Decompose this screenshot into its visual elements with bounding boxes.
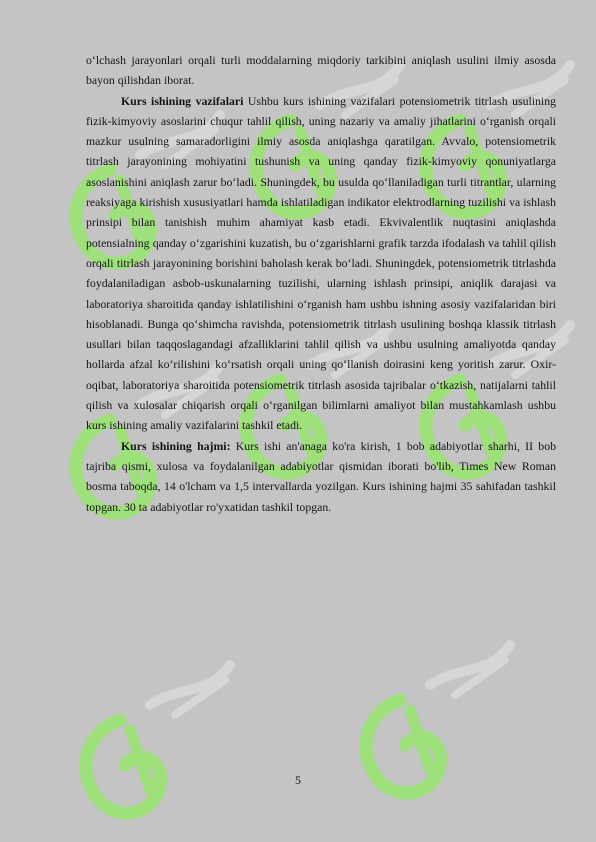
body-text bbox=[86, 50, 556, 517]
paragraph-objectives bbox=[86, 91, 556, 436]
page-number: 5 bbox=[295, 773, 301, 787]
paragraph-intro-continuation bbox=[86, 50, 556, 91]
paragraph-heading: Kurs ishining hajmi: bbox=[121, 438, 231, 453]
paragraph-text: o‘lchash jarayonlari orqali turli moddalarning miqdoriy tarkibini aniqlash usulini ilmiy asosda bayon qilishdan iborat. bbox=[86, 53, 556, 88]
watermark-logo-icon bbox=[86, 665, 230, 813]
paragraph-heading: Kurs ishining vazifalari bbox=[121, 93, 244, 108]
paragraph-text: Ushbu kurs ishining vazifalari potensiometrik titrlash usulining fizik-kimyoviy asoslarini chuqur tahlil qilish, uning nazariy va amaliy jihatlarini o‘rganish orqali mazkur usulning samaradorligini ilmiy asosda aniqlashga qaratilgan. Avvalo, potensiometrik titrlash jarayonining mohiyatini tushunish va uning qanday fizik-kimyoviy qonuniyatlarga asoslanishini aniqlash zarur bo‘ladi. Shuningdek, bu usulda qo‘llaniladigan turli titrantlar, ularning reaksiyaga kirishish xususiyatlari hamda ishlatiladigan indikator elektrodlarning tuzilishi va ishlash prinsipi bilan tanishish muhim ahamiyat kasb etadi. Ekvivalentlik nuqtasini aniqlashda potensialning qanday o‘zgarishini kuzatish, bu o‘zgarishlarni grafik tarzda ifodalash va tahlil qilish orqali titrlash jarayonining borishini baholash kerak bo‘ladi. Shuningdek, potensiometrik titrlashda foydalaniladigan asbob-uskunalarning tuzilishi, ularning ishlash prinsipi, aniqlik darajasi va laboratoriya sharoitida qanday ishlatilishini o‘rganish ham ushbu ishning asosiy vazifalaridan biri hisoblanadi. Bunga qo‘shimcha ravishda, potensiometrik titrlash usulining boshqa klassik titrlash usullari bilan taqqoslagandagi afzalliklarini tahlil qilish va ushbu usulning amaliyotda qanday hollarda afzal ko‘rilishini ko‘rsatish orqali uning qo‘llanish doirasini keng yoritish zarur. Oxir-oqibat, laboratoriya sharoitida potensiometrik titrlash asosida tajribalar o‘tkazish, natijalarni tahlil qilish va xulosalar chiqarish orqali o‘rganilgan bilimlarni amaliyot bilan mustahkamlash ushbu kurs ishining amaliy vazifalarini tashkil etadi. bbox=[86, 93, 557, 433]
watermark-logo-icon bbox=[366, 645, 510, 793]
paragraph-volume bbox=[86, 436, 556, 517]
paragraph-text: Kurs ishi an'anaga ko'ra kirish, 1 bob adabiyotlar sharhi, II bob tajriba qismi, xulosa va foydalanilgan adabiyotlar qismidan iborati bo'lib, Times New Roman bosma taboqda, 14 o'lcham va 1,5 intervallarda yozilgan. Kurs ishining hajmi 35 sahifadan tashkil topgan. 30 ta adabiyotlar ro'yxatidan tashkil topgan. bbox=[86, 438, 556, 514]
